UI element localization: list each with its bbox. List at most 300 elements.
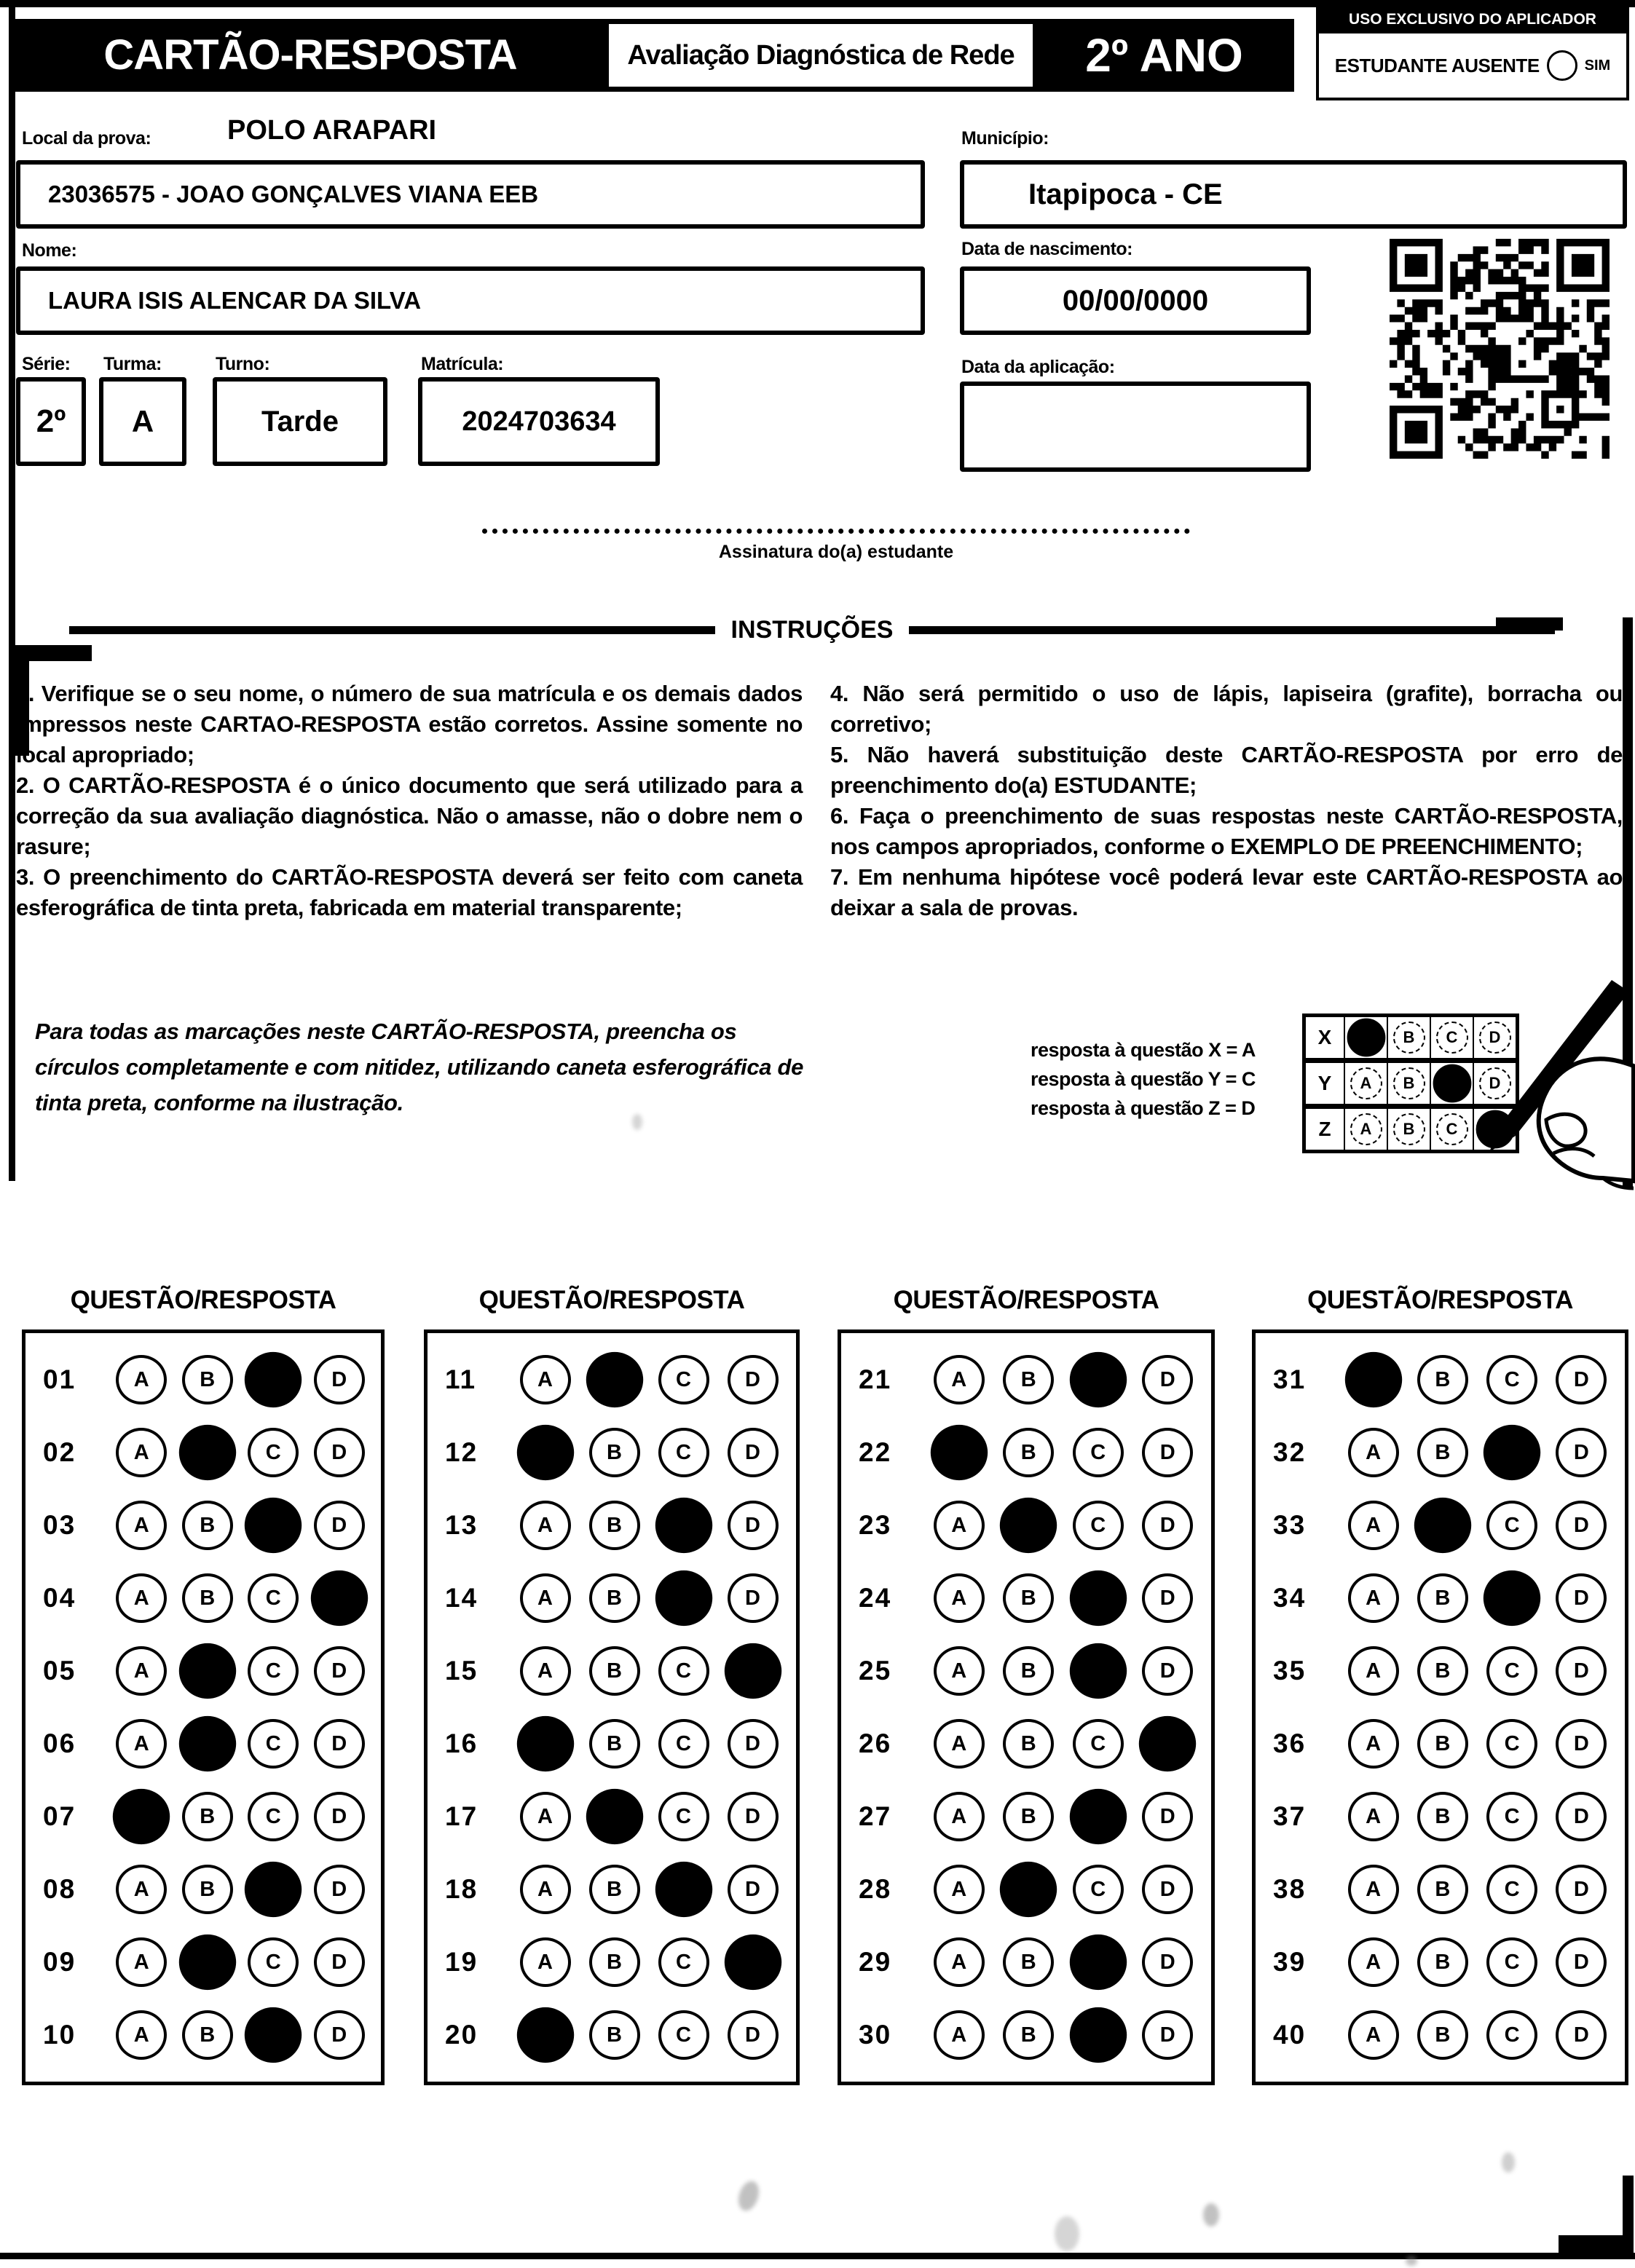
bubble-A[interactable]: A: [520, 1792, 571, 1841]
bubble-A[interactable]: A: [116, 1719, 167, 1769]
bubble-C[interactable]: [245, 2007, 302, 2063]
bubble-D[interactable]: D: [1142, 1865, 1193, 1914]
example-bubble-C: C: [1436, 1113, 1468, 1145]
question-number: 29: [859, 1947, 892, 1977]
bubble-A[interactable]: A: [1348, 1573, 1399, 1623]
corner-mark-bottom-right: [1559, 2235, 1634, 2254]
question-number: 02: [43, 1437, 76, 1467]
bubble-A[interactable]: A: [934, 1792, 985, 1841]
turma-label: Turma:: [103, 354, 162, 374]
bubble-D[interactable]: D: [1142, 1573, 1193, 1623]
bubble-C[interactable]: [1070, 1935, 1127, 1990]
question-number: 09: [43, 1947, 76, 1977]
question-number: 12: [445, 1437, 478, 1467]
question-row: [841, 1999, 1211, 2071]
question-row: [841, 1416, 1211, 1489]
bubble-B[interactable]: B: [589, 1646, 640, 1696]
turma-field: [99, 377, 186, 466]
question-row: [841, 1343, 1211, 1416]
bubble-B[interactable]: B: [1417, 1865, 1468, 1914]
answer-column-heading: QUESTÃO/RESPOSTA: [893, 1286, 1159, 1314]
bubble-B[interactable]: B: [1003, 2010, 1054, 2060]
bubble-group: [109, 1501, 381, 1550]
bubble-A[interactable]: A: [1348, 1646, 1399, 1696]
bubble-B[interactable]: B: [1417, 2010, 1468, 2060]
question-number: 31: [1273, 1364, 1307, 1394]
bubble-C[interactable]: C: [1486, 1792, 1537, 1841]
bubble-D[interactable]: D: [314, 1428, 365, 1477]
bubble-B[interactable]: B: [1003, 1646, 1054, 1696]
bubble-A[interactable]: A: [1348, 1937, 1399, 1987]
bubble-C[interactable]: [1070, 2007, 1127, 2063]
question-row: [841, 1635, 1211, 1707]
answer-box: [22, 1329, 385, 2085]
bubble-D[interactable]: D: [728, 1573, 779, 1623]
bubble-C[interactable]: C: [248, 1792, 299, 1841]
bubble-D[interactable]: D: [728, 1428, 779, 1477]
question-row: [428, 1343, 796, 1416]
bubble-B[interactable]: B: [589, 1937, 640, 1987]
bubble-C[interactable]: C: [248, 1646, 299, 1696]
bubble-D[interactable]: D: [1556, 1646, 1607, 1696]
bubble-C[interactable]: [655, 1570, 712, 1626]
question-row: [1256, 1343, 1625, 1416]
bubble-D[interactable]: D: [1142, 1428, 1193, 1477]
divider-line: [69, 626, 715, 634]
bubble-C[interactable]: C: [1486, 2010, 1537, 2060]
bubble-A[interactable]: A: [1348, 1865, 1399, 1914]
bubble-B[interactable]: B: [1003, 1573, 1054, 1623]
example-grid-cell: [1345, 1017, 1388, 1058]
bubble-B[interactable]: [586, 1789, 642, 1844]
answer-box: [424, 1329, 800, 2085]
example-paragraph: Para todas as marcações neste CARTÃO-RESPOSTA, preencha os círculos completamente e com nitidez, utilizando caneta esferográfica de tinta preta, conforme na ilustração.: [35, 1019, 804, 1115]
bubble-D[interactable]: D: [314, 1355, 365, 1404]
bubble-B[interactable]: [179, 1425, 236, 1480]
bubble-group: [924, 1428, 1211, 1477]
bubble-A[interactable]: A: [520, 1355, 571, 1404]
bubble-C[interactable]: C: [1486, 1937, 1537, 1987]
question-number: 22: [859, 1437, 892, 1467]
bubble-B[interactable]: B: [1003, 1937, 1054, 1987]
bubble-C[interactable]: C: [1486, 1646, 1537, 1696]
bubble-D[interactable]: D: [728, 1792, 779, 1841]
question-row: [25, 1999, 381, 2071]
bubble-C[interactable]: [1070, 1352, 1127, 1407]
left-border-line: [9, 7, 15, 1181]
bubble-A[interactable]: A: [1348, 1428, 1399, 1477]
aplicacao-field[interactable]: [960, 382, 1311, 472]
bubble-B[interactable]: B: [589, 1865, 640, 1914]
bubble-B[interactable]: B: [182, 1792, 233, 1841]
bubble-D[interactable]: [311, 1570, 368, 1626]
question-row: [1256, 1926, 1625, 1999]
bubble-C[interactable]: C: [1073, 1865, 1124, 1914]
bubble-D[interactable]: D: [314, 2010, 365, 2060]
bubble-A[interactable]: A: [934, 1865, 985, 1914]
question-row: [428, 1489, 796, 1562]
instruction-item: 2. O CARTÃO-RESPOSTA é o único documento que será utilizado para a correção da sua avaliação diagnóstica. Não o amasse, não o dobre nem o rasure;: [16, 773, 803, 859]
bubble-A[interactable]: A: [520, 1646, 571, 1696]
example-grid-cell: [1345, 1109, 1388, 1150]
question-number: 28: [859, 1874, 892, 1904]
question-number: 13: [445, 1510, 478, 1540]
bubble-group: [109, 1865, 381, 1914]
bubble-D[interactable]: D: [1556, 1501, 1607, 1550]
bubble-B[interactable]: B: [1003, 1428, 1054, 1477]
bubble-C[interactable]: [1070, 1570, 1127, 1626]
nome-value: LAURA ISIS ALENCAR DA SILVA: [48, 287, 422, 314]
bubble-D[interactable]: D: [314, 1501, 365, 1550]
bubble-D[interactable]: D: [314, 1646, 365, 1696]
bubble-D[interactable]: D: [1556, 1865, 1607, 1914]
answer-section-1: [22, 1286, 385, 2085]
bubble-A[interactable]: A: [1348, 2010, 1399, 2060]
bubble-C[interactable]: C: [1486, 1719, 1537, 1769]
serie-label: Série:: [22, 354, 71, 374]
question-row: [428, 1926, 796, 1999]
card-title: CARTÃO-RESPOSTA: [103, 31, 517, 79]
bubble-A[interactable]: A: [116, 1428, 167, 1477]
bubble-B[interactable]: B: [182, 1573, 233, 1623]
bubble-D[interactable]: [1139, 1716, 1196, 1771]
bubble-group: [1339, 1501, 1625, 1550]
question-row: [25, 1489, 381, 1562]
bubble-C[interactable]: [1484, 1425, 1540, 1480]
bubble-B[interactable]: B: [589, 2010, 640, 2060]
example-row-label: Z: [1306, 1109, 1345, 1150]
bubble-B[interactable]: B: [589, 1428, 640, 1477]
bubble-A[interactable]: A: [934, 1646, 985, 1696]
bubble-C[interactable]: [655, 1862, 712, 1917]
answer-column-heading: QUESTÃO/RESPOSTA: [70, 1286, 336, 1314]
bubble-B[interactable]: B: [589, 1501, 640, 1550]
bubble-C[interactable]: C: [1073, 1501, 1124, 1550]
bubble-D[interactable]: D: [728, 2010, 779, 2060]
applicator-box: [1316, 6, 1629, 100]
example-legend-line: resposta à questão Z = D: [1031, 1097, 1256, 1119]
answer-box: [838, 1329, 1215, 2085]
bubble-group: [511, 1646, 796, 1696]
question-row: [1256, 1707, 1625, 1780]
bubble-D[interactable]: D: [1556, 1792, 1607, 1841]
bubble-group: [924, 1355, 1211, 1404]
bubble-B[interactable]: B: [1417, 1573, 1468, 1623]
bubble-group: [924, 1719, 1211, 1769]
bubble-A[interactable]: A: [520, 1865, 571, 1914]
signature-line[interactable]: [482, 529, 1190, 534]
bubble-group: [1339, 1573, 1625, 1623]
bubble-C[interactable]: C: [658, 1937, 709, 1987]
bubble-group: [1339, 2010, 1625, 2060]
bubble-B[interactable]: B: [1417, 1646, 1468, 1696]
bubble-A[interactable]: A: [934, 1355, 985, 1404]
bubble-C[interactable]: [245, 1498, 302, 1553]
bubble-C[interactable]: C: [658, 1428, 709, 1477]
bubble-A[interactable]: A: [934, 1573, 985, 1623]
example-bubble-B: B: [1393, 1113, 1425, 1145]
bubble-C[interactable]: C: [248, 1573, 299, 1623]
nascimento-label: Data de nascimento:: [961, 239, 1133, 259]
scan-smudge: [1055, 2216, 1079, 2251]
turma-value: A: [131, 404, 154, 438]
bubble-B[interactable]: [1000, 1862, 1057, 1917]
bubble-D[interactable]: D: [1556, 1573, 1607, 1623]
question-number: 05: [43, 1656, 76, 1686]
bubble-D[interactable]: D: [1556, 1719, 1607, 1769]
bubble-group: [924, 1937, 1211, 1987]
question-row: [841, 1707, 1211, 1780]
bubble-C[interactable]: [1070, 1643, 1127, 1699]
example-row-label: Y: [1306, 1063, 1345, 1104]
bubble-D[interactable]: D: [1142, 1937, 1193, 1987]
bubble-A[interactable]: A: [1348, 1719, 1399, 1769]
bubble-C[interactable]: C: [248, 1937, 299, 1987]
bubble-D[interactable]: D: [314, 1865, 365, 1914]
bubble-D[interactable]: D: [1556, 1355, 1607, 1404]
instructions-title: INSTRUÇÕES: [730, 616, 894, 644]
bubble-group: [924, 1865, 1211, 1914]
bubble-group: [924, 1501, 1211, 1550]
bubble-B[interactable]: B: [1417, 1355, 1468, 1404]
bubble-C[interactable]: C: [1073, 1719, 1124, 1769]
answer-section-3: [838, 1286, 1215, 2085]
bubble-D[interactable]: D: [1142, 2010, 1193, 2060]
bubble-B[interactable]: B: [182, 1865, 233, 1914]
question-row: [25, 1343, 381, 1416]
question-number: 06: [43, 1728, 76, 1758]
header-band: [15, 19, 1294, 92]
scan-smudge: [1502, 2152, 1515, 2173]
bubble-B[interactable]: B: [182, 1501, 233, 1550]
question-number: 37: [1273, 1801, 1307, 1831]
bubble-D[interactable]: D: [314, 1937, 365, 1987]
bubble-group: [1339, 1428, 1625, 1477]
bubble-C[interactable]: [1070, 1789, 1127, 1844]
bubble-A[interactable]: A: [520, 1573, 571, 1623]
bubble-B[interactable]: B: [1003, 1355, 1054, 1404]
bubble-B[interactable]: [586, 1352, 642, 1407]
question-row: [428, 1707, 796, 1780]
question-row: [25, 1853, 381, 1926]
question-number: 34: [1273, 1583, 1307, 1613]
bubble-B[interactable]: B: [589, 1719, 640, 1769]
bubble-group: [511, 2010, 796, 2060]
bubble-group: [1339, 1937, 1625, 1987]
bubble-group: [511, 1719, 796, 1769]
bubble-group: [109, 1573, 381, 1623]
question-row: [1256, 1562, 1625, 1635]
question-row: [25, 1926, 381, 1999]
bubble-B[interactable]: B: [182, 1355, 233, 1404]
question-row: [428, 1416, 796, 1489]
bubble-A[interactable]: A: [116, 1937, 167, 1987]
bubble-D[interactable]: D: [1142, 1792, 1193, 1841]
bubble-D[interactable]: D: [1142, 1501, 1193, 1550]
instructions-left: [16, 679, 803, 923]
bubble-B[interactable]: [179, 1716, 236, 1771]
bubble-group: [511, 1428, 796, 1477]
turno-field: [213, 377, 387, 466]
bubble-C[interactable]: C: [248, 1719, 299, 1769]
example-bubble-A: A: [1350, 1067, 1382, 1099]
bubble-A[interactable]: A: [116, 1646, 167, 1696]
bubble-A[interactable]: A: [934, 1501, 985, 1550]
bubble-C[interactable]: C: [248, 1428, 299, 1477]
bubble-C[interactable]: C: [658, 2010, 709, 2060]
local-value: POLO ARAPARI: [227, 115, 437, 146]
bubble-B[interactable]: [179, 1935, 236, 1990]
scan-smudge: [735, 2178, 763, 2213]
example-row-label: X: [1306, 1017, 1345, 1058]
municipio-label: Município:: [961, 128, 1049, 149]
absent-option-label: SIM: [1584, 57, 1611, 74]
bubble-D[interactable]: D: [728, 1719, 779, 1769]
bubble-D[interactable]: D: [1142, 1355, 1193, 1404]
bubble-C[interactable]: [655, 1498, 712, 1553]
bubble-group: [1339, 1865, 1625, 1914]
question-number: 07: [43, 1801, 76, 1831]
municipio-field: [960, 160, 1627, 229]
bubble-A[interactable]: A: [116, 2010, 167, 2060]
bubble-A[interactable]: A: [116, 1573, 167, 1623]
bubble-D[interactable]: D: [1556, 1937, 1607, 1987]
nome-label: Nome:: [22, 240, 77, 261]
bubble-A[interactable]: [516, 2007, 573, 2063]
school-value: 23036575 - JOAO GONÇALVES VIANA EEB: [48, 181, 539, 208]
question-row: [428, 1562, 796, 1635]
bubble-B[interactable]: B: [1003, 1719, 1054, 1769]
example-grid-cell: [1388, 1109, 1431, 1150]
bubble-C[interactable]: C: [658, 1646, 709, 1696]
bubble-A[interactable]: A: [934, 1937, 985, 1987]
bubble-C[interactable]: C: [1486, 1501, 1537, 1550]
question-number: 25: [859, 1656, 892, 1686]
bubble-group: [511, 1937, 796, 1987]
bubble-group: [109, 1792, 381, 1841]
bubble-C[interactable]: C: [1486, 1355, 1537, 1404]
bubble-A[interactable]: A: [1348, 1792, 1399, 1841]
bubble-A[interactable]: [516, 1425, 573, 1480]
question-row: [25, 1416, 381, 1489]
bubble-A[interactable]: A: [520, 1501, 571, 1550]
bubble-D[interactable]: D: [1556, 1428, 1607, 1477]
serie-field: [16, 377, 86, 466]
question-number: 03: [43, 1510, 76, 1540]
bubble-B[interactable]: B: [1417, 1792, 1468, 1841]
bubble-A[interactable]: A: [520, 1937, 571, 1987]
question-number: 26: [859, 1728, 892, 1758]
bubble-group: [924, 1792, 1211, 1841]
question-row: [841, 1489, 1211, 1562]
bubble-C[interactable]: C: [1486, 1865, 1537, 1914]
bubble-D[interactable]: D: [314, 1792, 365, 1841]
answer-box: [1252, 1329, 1628, 2085]
bubble-C[interactable]: C: [658, 1792, 709, 1841]
bubble-B[interactable]: B: [1003, 1792, 1054, 1841]
bubble-B[interactable]: B: [1417, 1428, 1468, 1477]
bubble-group: [511, 1573, 796, 1623]
question-number: 10: [43, 2020, 76, 2050]
question-number: 40: [1273, 2020, 1307, 2050]
local-label: Local da prova:: [22, 128, 151, 149]
bubble-A[interactable]: [516, 1716, 573, 1771]
bubble-B[interactable]: B: [589, 1573, 640, 1623]
question-number: 38: [1273, 1874, 1307, 1904]
bubble-group: [511, 1865, 796, 1914]
question-row: [428, 1635, 796, 1707]
question-number: 11: [445, 1364, 477, 1394]
applicator-title: USO EXCLUSIVO DO APLICADOR: [1316, 6, 1629, 33]
bubble-D[interactable]: [724, 1643, 781, 1699]
bubble-D[interactable]: D: [1142, 1646, 1193, 1696]
question-number: 18: [445, 1874, 478, 1904]
question-row: [841, 1562, 1211, 1635]
question-row: [25, 1780, 381, 1853]
question-row: [841, 1853, 1211, 1926]
bubble-C[interactable]: [245, 1862, 302, 1917]
bubble-C[interactable]: C: [658, 1719, 709, 1769]
absent-bubble[interactable]: [1547, 50, 1577, 81]
bubble-group: [511, 1792, 796, 1841]
question-number: 14: [445, 1583, 478, 1613]
example-bubble-C: C: [1436, 1022, 1468, 1054]
question-number: 27: [859, 1801, 892, 1831]
bubble-B[interactable]: B: [182, 2010, 233, 2060]
exam-title: Avaliação Diagnóstica de Rede: [627, 40, 1015, 71]
example-grid-cell: [1345, 1063, 1388, 1104]
bubble-A[interactable]: A: [116, 1865, 167, 1914]
bubble-D[interactable]: [724, 1935, 781, 1990]
question-number: 15: [445, 1656, 478, 1686]
bubble-D[interactable]: D: [728, 1865, 779, 1914]
bubble-A[interactable]: [1344, 1352, 1401, 1407]
bubble-C[interactable]: [1484, 1570, 1540, 1626]
bottom-border-line: [0, 2253, 1635, 2259]
bubble-A[interactable]: A: [116, 1355, 167, 1404]
serie-value: 2º: [36, 403, 66, 439]
question-row: [428, 1853, 796, 1926]
bubble-D[interactable]: D: [728, 1355, 779, 1404]
bubble-B[interactable]: [1414, 1498, 1471, 1553]
question-number: 01: [43, 1364, 76, 1394]
example-bubble-A: [1347, 1019, 1385, 1057]
example-grid-cell: [1388, 1017, 1431, 1058]
bubble-B[interactable]: [179, 1643, 236, 1699]
bubble-C[interactable]: C: [658, 1355, 709, 1404]
bubble-D[interactable]: D: [314, 1719, 365, 1769]
bubble-C[interactable]: [245, 1352, 302, 1407]
question-row: [1256, 1489, 1625, 1562]
bubble-A[interactable]: A: [116, 1501, 167, 1550]
example-grid-cell: [1388, 1063, 1431, 1104]
bubble-A[interactable]: [113, 1789, 170, 1844]
qr-code: [1390, 239, 1610, 459]
bubble-A[interactable]: A: [934, 2010, 985, 2060]
bubble-D[interactable]: D: [728, 1501, 779, 1550]
bubble-C[interactable]: C: [1073, 1428, 1124, 1477]
bubble-D[interactable]: D: [1556, 2010, 1607, 2060]
bubble-A[interactable]: A: [1348, 1501, 1399, 1550]
matricula-label: Matrícula:: [421, 354, 504, 374]
bubble-A[interactable]: A: [934, 1719, 985, 1769]
bubble-B[interactable]: B: [1417, 1937, 1468, 1987]
bubble-B[interactable]: B: [1417, 1719, 1468, 1769]
answer-section-4: [1252, 1286, 1628, 2085]
bubble-A[interactable]: [931, 1425, 988, 1480]
bubble-B[interactable]: [1000, 1498, 1057, 1553]
nome-field: [16, 266, 925, 335]
